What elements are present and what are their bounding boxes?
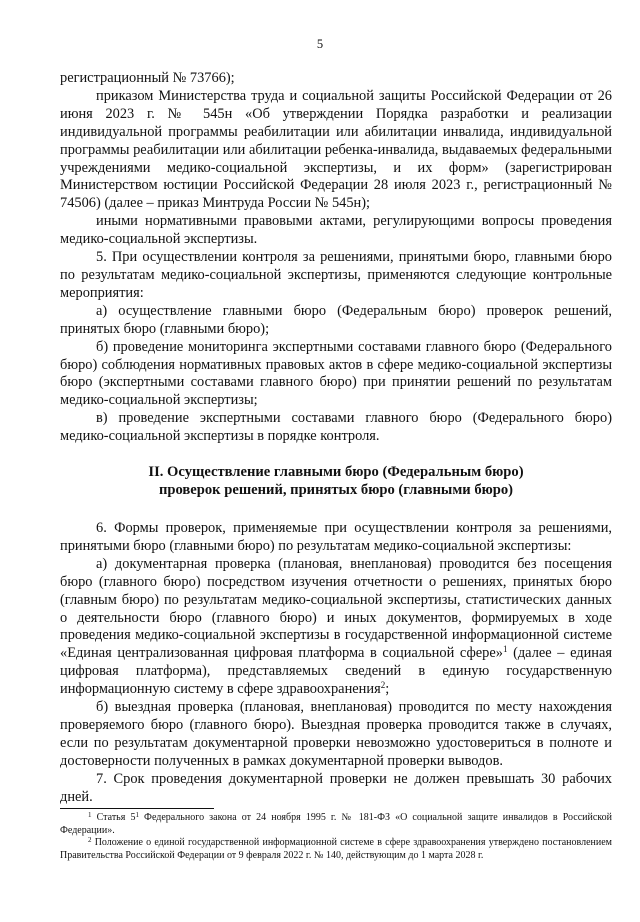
footnote-ref[interactable]: 1 xyxy=(502,644,508,655)
section-heading-line: проверок решений, принятых бюро (главными бюро) xyxy=(158,482,514,499)
paragraph-with-footnote-refs xyxy=(60,556,612,699)
footnote-text: Положение о единой государственной информационной системе в сфере здравоохранения утверждено постановлением Правительства Российской Федерации от 9 февраля 2022 г. № 140, действующим до 1 марта 2028 г. xyxy=(60,837,612,861)
page-number: 5 xyxy=(316,37,324,51)
footnote-mark: 2 xyxy=(88,836,92,845)
paragraph: а) осуществление главными бюро (Федеральным бюро) проверок решений, принятых бюро (главными бюро); xyxy=(60,302,612,337)
paragraph: б) проведение мониторинга экспертными составами главного бюро (Федерального бюро) соблюдения нормативных правовых актов в сфере медико-социальной экспертизы бюро (экспертными составами главного бюро) при принятии решений по результатам медико-социальной экспертизы; xyxy=(60,338,612,409)
paragraph: иными нормативными правовыми актами, регулирующими вопросы проведения медико-социальной экспертизы. xyxy=(60,213,612,248)
paragraph: 7. Срок проведения документарной проверки не должен превышать 30 рабочих дней. xyxy=(60,770,612,805)
paragraph: приказом Министерства труда и социальной защиты Российской Федерации от 26 июня 2023 г. № 545н «Об утверждении Порядка разработки и реализации индивидуальной программы реабилитации или абилитации инвалида, индивидуальной программы реабилитации или абилитации ребенка-инвалида, выдаваемых федеральными учреждениями медико-социальной экспертизы, и их форм» (зарегистрирован Министерством юстиции Российской Федерации 28 июля 2023 г., регистрационный № 74506) (далее – приказ Минтруда России № 545н); xyxy=(60,87,612,212)
footnote-divider xyxy=(60,808,214,809)
footnote-ref[interactable]: 2 xyxy=(380,680,386,691)
paragraph: 5. При осуществлении контроля за решениями, принятыми бюро, главными бюро по результатам медико-социальной экспертизы, применяются следующие контрольные мероприятия: xyxy=(60,249,612,301)
paragraph: б) выездная проверка (плановая, внеплановая) проводится по месту нахождения проверяемого бюро (главного бюро). Выездная проверка проводится также в случаях, если по результатам документарной проверки невозможно удостовериться в полноте и достоверности полученных в рамках документарной проверки выводов. xyxy=(60,699,612,769)
paragraph-text: ; xyxy=(385,681,390,698)
footnote-text: Федерального закона от 24 ноября 1995 г. № 181-ФЗ «О социальной защите инвалидов в Российской Федерации». xyxy=(60,812,612,836)
footnote-text: Статья 5 xyxy=(91,812,136,823)
footnotes xyxy=(60,812,612,862)
footnote-mark: 1 xyxy=(88,811,92,819)
footnote xyxy=(60,837,612,862)
footnote-sup: 1 xyxy=(135,811,139,819)
paragraph: в) проведение экспертными составами главного бюро (Федерального бюро) медико-социальной экспертизы в порядке контроля. xyxy=(60,410,612,445)
document-body xyxy=(60,70,612,807)
paragraph: регистрационный № 73766); xyxy=(60,70,235,86)
section-heading-line: II. Осуществление главными бюро (Федеральным бюро) xyxy=(148,464,524,481)
paragraph-text: (далее – единая цифровая платформа), представляемых сведений в единую государственную информационную систему в сфере здравоохранения xyxy=(60,645,613,698)
paragraph: 6. Формы проверок, применяемые при осуществлении контроля за решениями, принятыми бюро (главными бюро) по результатам медико-социальной экспертизы: xyxy=(60,520,612,554)
footnote xyxy=(60,812,612,837)
section-heading xyxy=(60,463,612,499)
paragraph-text: а) документарная проверка (плановая, внеплановая) проводится без посещения бюро (главного бюро) посредством изучения отчетности о решениях, принятых бюро (главным бюро) по результатам медико-социальной экспертизы, статистических данных о деятельности бюро (главного бюро) и иных документов, формируемых в ходе проведения медико-социальной экспертизы в государственной информационной системе «Единая централизованная цифровая платформа в социальной сфере» xyxy=(60,555,612,662)
